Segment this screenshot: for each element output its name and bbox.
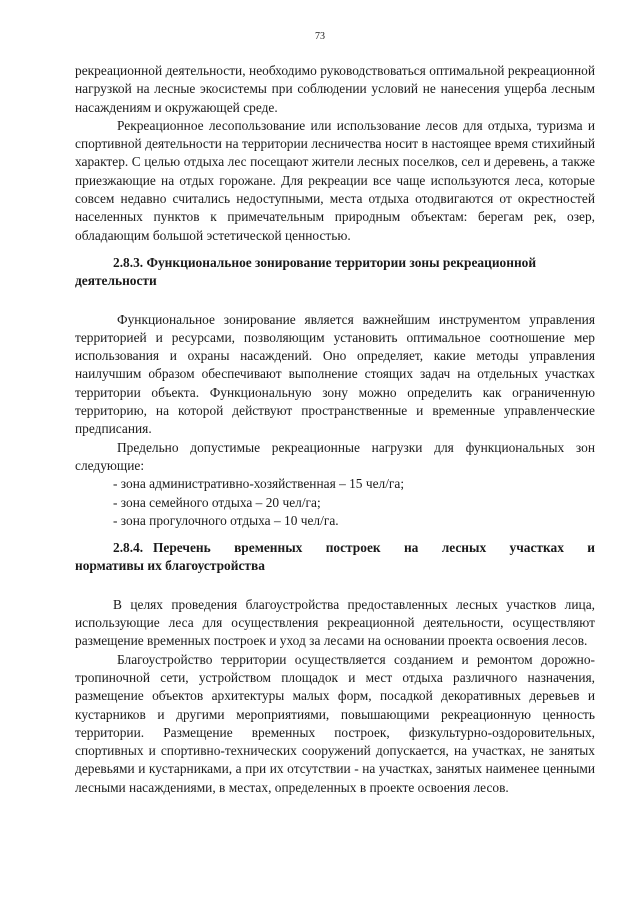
zone-load-item: - зона семейного отдыха – 20 чел/га; (113, 494, 321, 510)
paragraph-functional-zoning: Функциональное зонирование является важнейшим инструментом управления территорией и ресурсами, позволяющим установить оптимальное соотношение мер использования и охраны насаждений. Оно определяет, какие методы управления наилучшим образом обеспечивают выполнение стоящих задач на отдельных участках территории объекта. Функциональную зону можно определить как ограниченную территорию, на которой действуют пространственные и временные управленческие предписания. (75, 311, 595, 437)
section-title-line2: нормативы их благоустройства (75, 558, 265, 574)
page-number: 73 (315, 31, 325, 42)
paragraph-landscaping-purpose: В целях проведения благоустройства предоставленных лесных участков лица, использующие леса для осуществления рекреационной деятельности, осуществляют размещение временных построек и уход за лесами на основании проекта освоения лесов. (75, 596, 595, 649)
paragraph-recreational-use: Рекреационное лесопользование или использование лесов для отдыха, туризма и спортивной деятельности на территории лесничества носит в настоящее время стихийный характер. С целью отдыха лес посещают жители лесных поселков, сел и деревень, а также приезжающие на отдых горожане. Для рекреации все чаще используются леса, которые совсем недавно считались недоступными, места отдыха отодвигаются от окрестностей населенных пунктов к примечательным природным объектам: берегам рек, озер, обладающим большой эстетической ценностью. (75, 117, 595, 243)
document-body (75, 62, 595, 797)
section-heading-2-8-4 (75, 539, 595, 576)
zone-load-list (75, 475, 595, 530)
paragraph-load-limits: Предельно допустимые рекреационные нагрузки для функциональных зон следующие: (75, 439, 595, 473)
section-heading-2-8-3: 2.8.3. Функциональное зонирование территории зоны рекреационной деятельности (75, 254, 537, 289)
zone-load-item: - зона прогулочного отдыха – 10 чел/га. (113, 512, 339, 528)
paragraph-recreational-load: рекреационной деятельности, необходимо руководствоваться оптимальной рекреационной нагрузкой на лесные экосистемы при соблюдении условий не нанесения ущерба лесным насаждениям и окружающей среде. (75, 63, 595, 115)
section-number: 2.8.4. (113, 540, 144, 556)
paragraph-landscaping-methods: Благоустройство территории осуществляется созданием и ремонтом дорожно-тропиночной сети, устройством площадок и мест отдыха различного назначения, размещение объектов архитектуры малых форм, посадкой декоративных деревьев и кустарников и другими мероприятиями, повышающими рекреационную ценность территории. Размещение временных построек, физкультурно-оздоровительных, спортивных и спортивно-технических сооружений допускается, на участках, не занятых деревьями и кустарниками, а при их отсутствии - на участках, занятых наименее ценными лесными насаждениями, в местах, определенных в проекте освоения лесов. (75, 651, 595, 795)
section-title-line1: Перечень временных построек на лесных участках и (153, 540, 595, 556)
zone-load-item: - зона административно-хозяйственная – 15 чел/га; (113, 476, 405, 492)
